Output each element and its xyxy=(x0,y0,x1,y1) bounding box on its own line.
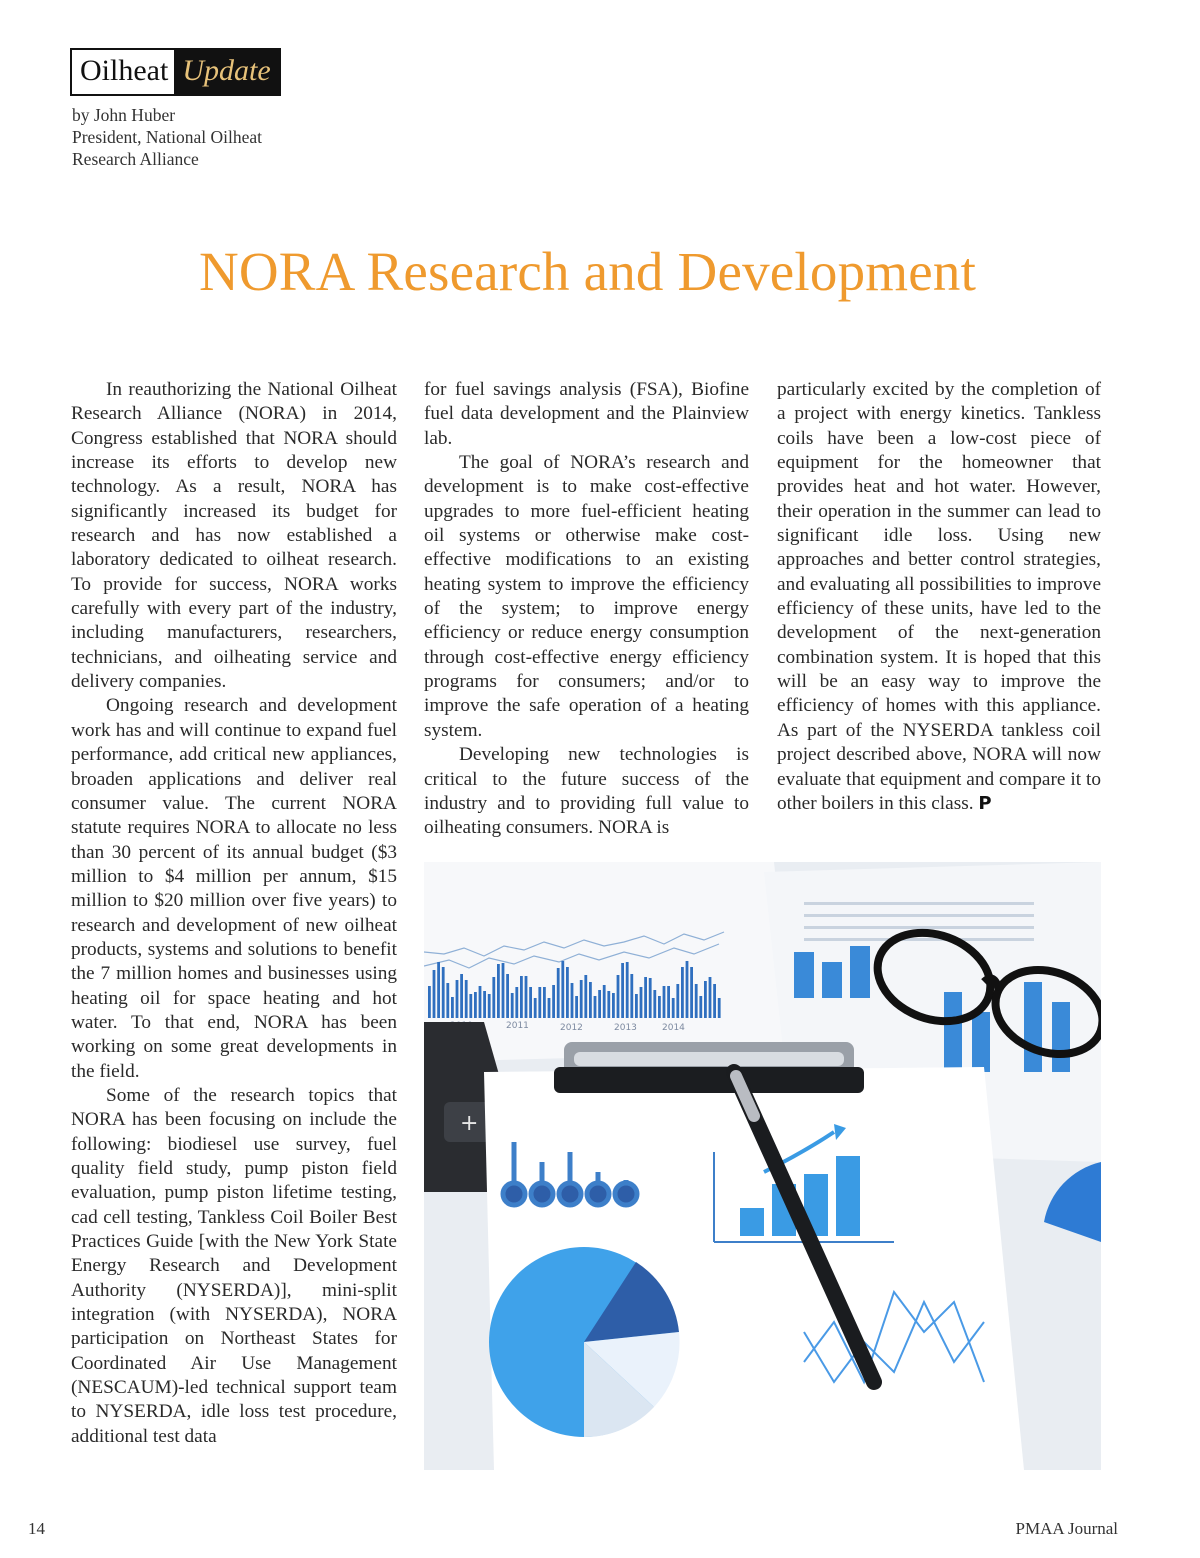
mini-bar xyxy=(699,996,702,1018)
year-label: 2011 xyxy=(506,1021,529,1031)
mini-bar xyxy=(672,998,675,1018)
mini-bar xyxy=(446,983,449,1018)
mini-bar xyxy=(428,986,431,1018)
paragraph-3-start: Some of the research topics that NORA has been focusing on include the following: biodiesel use survey, fuel quality field study, pump piston field evaluation, pump piston lifetime testing, cad cell testing, Tankless Coil Boiler Best Practices Guide [with the New York State Energy Research and Development Authority (NYSERDA)], mini-split integration (with NYSERDA), NORA participation on Northeast States for Coordinated Air Use Management (NESCAUM)-led technical support team to NYSERDA, idle loss test procedure, additional test data xyxy=(71,1084,397,1447)
mini-bar xyxy=(469,994,472,1018)
mini-bar xyxy=(626,962,629,1018)
paragraph-5-end-text: particularly excited by the completion of a project with energy kinetics. Tankless coils have been a low-cost piece of equipment for the homeowner that provides heat and hot water. However, their operation in the summer can lead to significant idle loss. Using new approaches and better control strategies, and evaluating all possibilities to improve efficiency of these units, have led to the development of the next-generation combination system. It is hoped that this will be an easy way to improve the efficiency of homes with this appliance. As part of the NYSERDA tankless coil project described above, NORA will now evaluate that equipment and compare it to other boilers in this class. xyxy=(777,379,1101,814)
mini-bar xyxy=(465,980,468,1018)
end-mark-icon: P xyxy=(978,792,992,814)
mini-bar xyxy=(520,976,523,1018)
year-label: 2014 xyxy=(662,1023,685,1033)
paragraph-1: In reauthorizing the National Oilheat Research Alliance (NORA) in 2014, Congress established that NORA should increase its efforts to develop new technology. As a result, NORA has significantly increased its budget for research and has now established a laboratory dedicated to oilheat research. To provide for success, NORA works carefully with every part of the industry, including manufacturers, researchers, technicians, and oilheating service and delivery companies. xyxy=(71,379,397,693)
article-photo xyxy=(424,862,1101,1470)
mini-bar xyxy=(580,980,583,1018)
mini-bar xyxy=(713,984,716,1018)
article-column-2 xyxy=(424,378,749,841)
mini-bar xyxy=(506,974,509,1018)
mini-bar xyxy=(474,992,477,1018)
mini-bar xyxy=(658,996,661,1018)
plus-icon: + xyxy=(460,1111,479,1136)
mini-bar xyxy=(695,984,698,1018)
mini-bar xyxy=(704,981,707,1018)
paragraph-5-end xyxy=(777,378,1101,816)
mini-bar xyxy=(690,967,693,1018)
mini-bar xyxy=(686,961,689,1018)
article-title: NORA Research and Development xyxy=(198,241,977,302)
journal-name: PMAA Journal xyxy=(1015,1519,1118,1538)
mini-bar xyxy=(557,968,560,1018)
mini-bar xyxy=(649,978,652,1018)
byline xyxy=(72,104,262,170)
mini-bar xyxy=(497,964,500,1018)
mini-bar xyxy=(511,993,514,1018)
mini-bar xyxy=(515,987,518,1018)
mini-bar xyxy=(718,998,721,1018)
mini-bar xyxy=(571,983,574,1018)
mini-bar xyxy=(594,996,597,1018)
mini-bar xyxy=(681,967,684,1018)
mini-bar xyxy=(644,977,647,1018)
mini-bar xyxy=(479,986,482,1018)
mini-bar xyxy=(543,987,546,1018)
mini-bar xyxy=(534,998,537,1018)
mini-bar xyxy=(488,994,491,1018)
mini-bar xyxy=(653,990,656,1018)
mini-bar xyxy=(607,991,610,1018)
column-badge xyxy=(70,48,281,96)
photo-illustration xyxy=(424,862,1101,1470)
mini-bar xyxy=(460,974,463,1018)
byline-title: President, National Oilheat xyxy=(72,127,263,147)
mini-bar xyxy=(451,997,454,1018)
clipboard-clip xyxy=(554,1042,864,1093)
mini-bar xyxy=(548,998,551,1018)
article-column-1 xyxy=(71,378,397,1449)
mini-bar xyxy=(640,987,643,1018)
mini-bar xyxy=(663,986,666,1018)
mini-bar xyxy=(483,991,486,1018)
mini-bar xyxy=(552,985,555,1018)
mini-bar xyxy=(566,967,569,1018)
mini-bar xyxy=(575,996,578,1018)
paragraph-2: Ongoing research and development work has and will continue to expand fuel performance, add critical new appliances, broaden applications and deliver real consumer value. The current NORA statute requires NORA to allocate no less than 30 percent of its annual budget ($3 million to $4 million per annum, $15 million to $20 million over five years) to research and development of new oilheat products, systems and solutions to benefit the 7 million homes and businesses using heating oil for space heating and hot water. To that end, NORA has been working on some great developments in the field. xyxy=(71,695,397,1082)
mini-bar xyxy=(617,975,620,1018)
byline-org: Research Alliance xyxy=(72,149,199,169)
mini-bar xyxy=(561,961,564,1018)
mini-bar xyxy=(612,993,615,1018)
mini-bar xyxy=(492,977,495,1018)
badge-brand: Oilheat xyxy=(72,50,174,94)
mini-bar xyxy=(538,987,541,1018)
mini-bar xyxy=(456,980,459,1018)
mini-bar xyxy=(635,994,638,1018)
paragraph-3-end: for fuel savings analysis (FSA), Biofine fuel data development and the Plainview lab. xyxy=(424,379,749,449)
mini-bar xyxy=(630,974,633,1018)
mini-bar xyxy=(589,982,592,1018)
mini-bar xyxy=(437,962,440,1018)
badge-label: Update xyxy=(174,50,278,94)
mini-bar xyxy=(676,984,679,1018)
article-column-3 xyxy=(777,378,1101,816)
page-number: 14 xyxy=(28,1519,45,1538)
mini-bar xyxy=(598,990,601,1018)
byline-author: by John Huber xyxy=(72,105,176,125)
year-label: 2013 xyxy=(614,1023,637,1033)
mini-bar xyxy=(621,963,624,1018)
mini-bar xyxy=(709,977,712,1018)
mini-bar xyxy=(502,963,505,1018)
mini-bar xyxy=(433,970,436,1018)
mini-bar xyxy=(667,986,670,1018)
mini-bar xyxy=(584,975,587,1018)
mini-bar xyxy=(603,985,606,1018)
mini-bar xyxy=(529,987,532,1018)
mini-bar xyxy=(442,967,445,1018)
year-label: 2012 xyxy=(560,1023,583,1033)
mini-bar xyxy=(525,976,528,1018)
paragraph-4: The goal of NORA’s research and development is to make cost-effective upgrades to more fuel-efficient heating oil systems or otherwise make cost-effective modifications to an existing heating system to improve the efficiency of the system; to improve energy efficiency or reduce energy consumption through cost-effective energy efficiency programs for consumers; and/or to improve the safe operation of a heating system. xyxy=(424,452,749,741)
paragraph-5-start: Developing new technologies is critical to the future success of the industry and to providing full value to oilheating consumers. NORA is xyxy=(424,744,749,839)
pie-chart xyxy=(489,1247,680,1437)
